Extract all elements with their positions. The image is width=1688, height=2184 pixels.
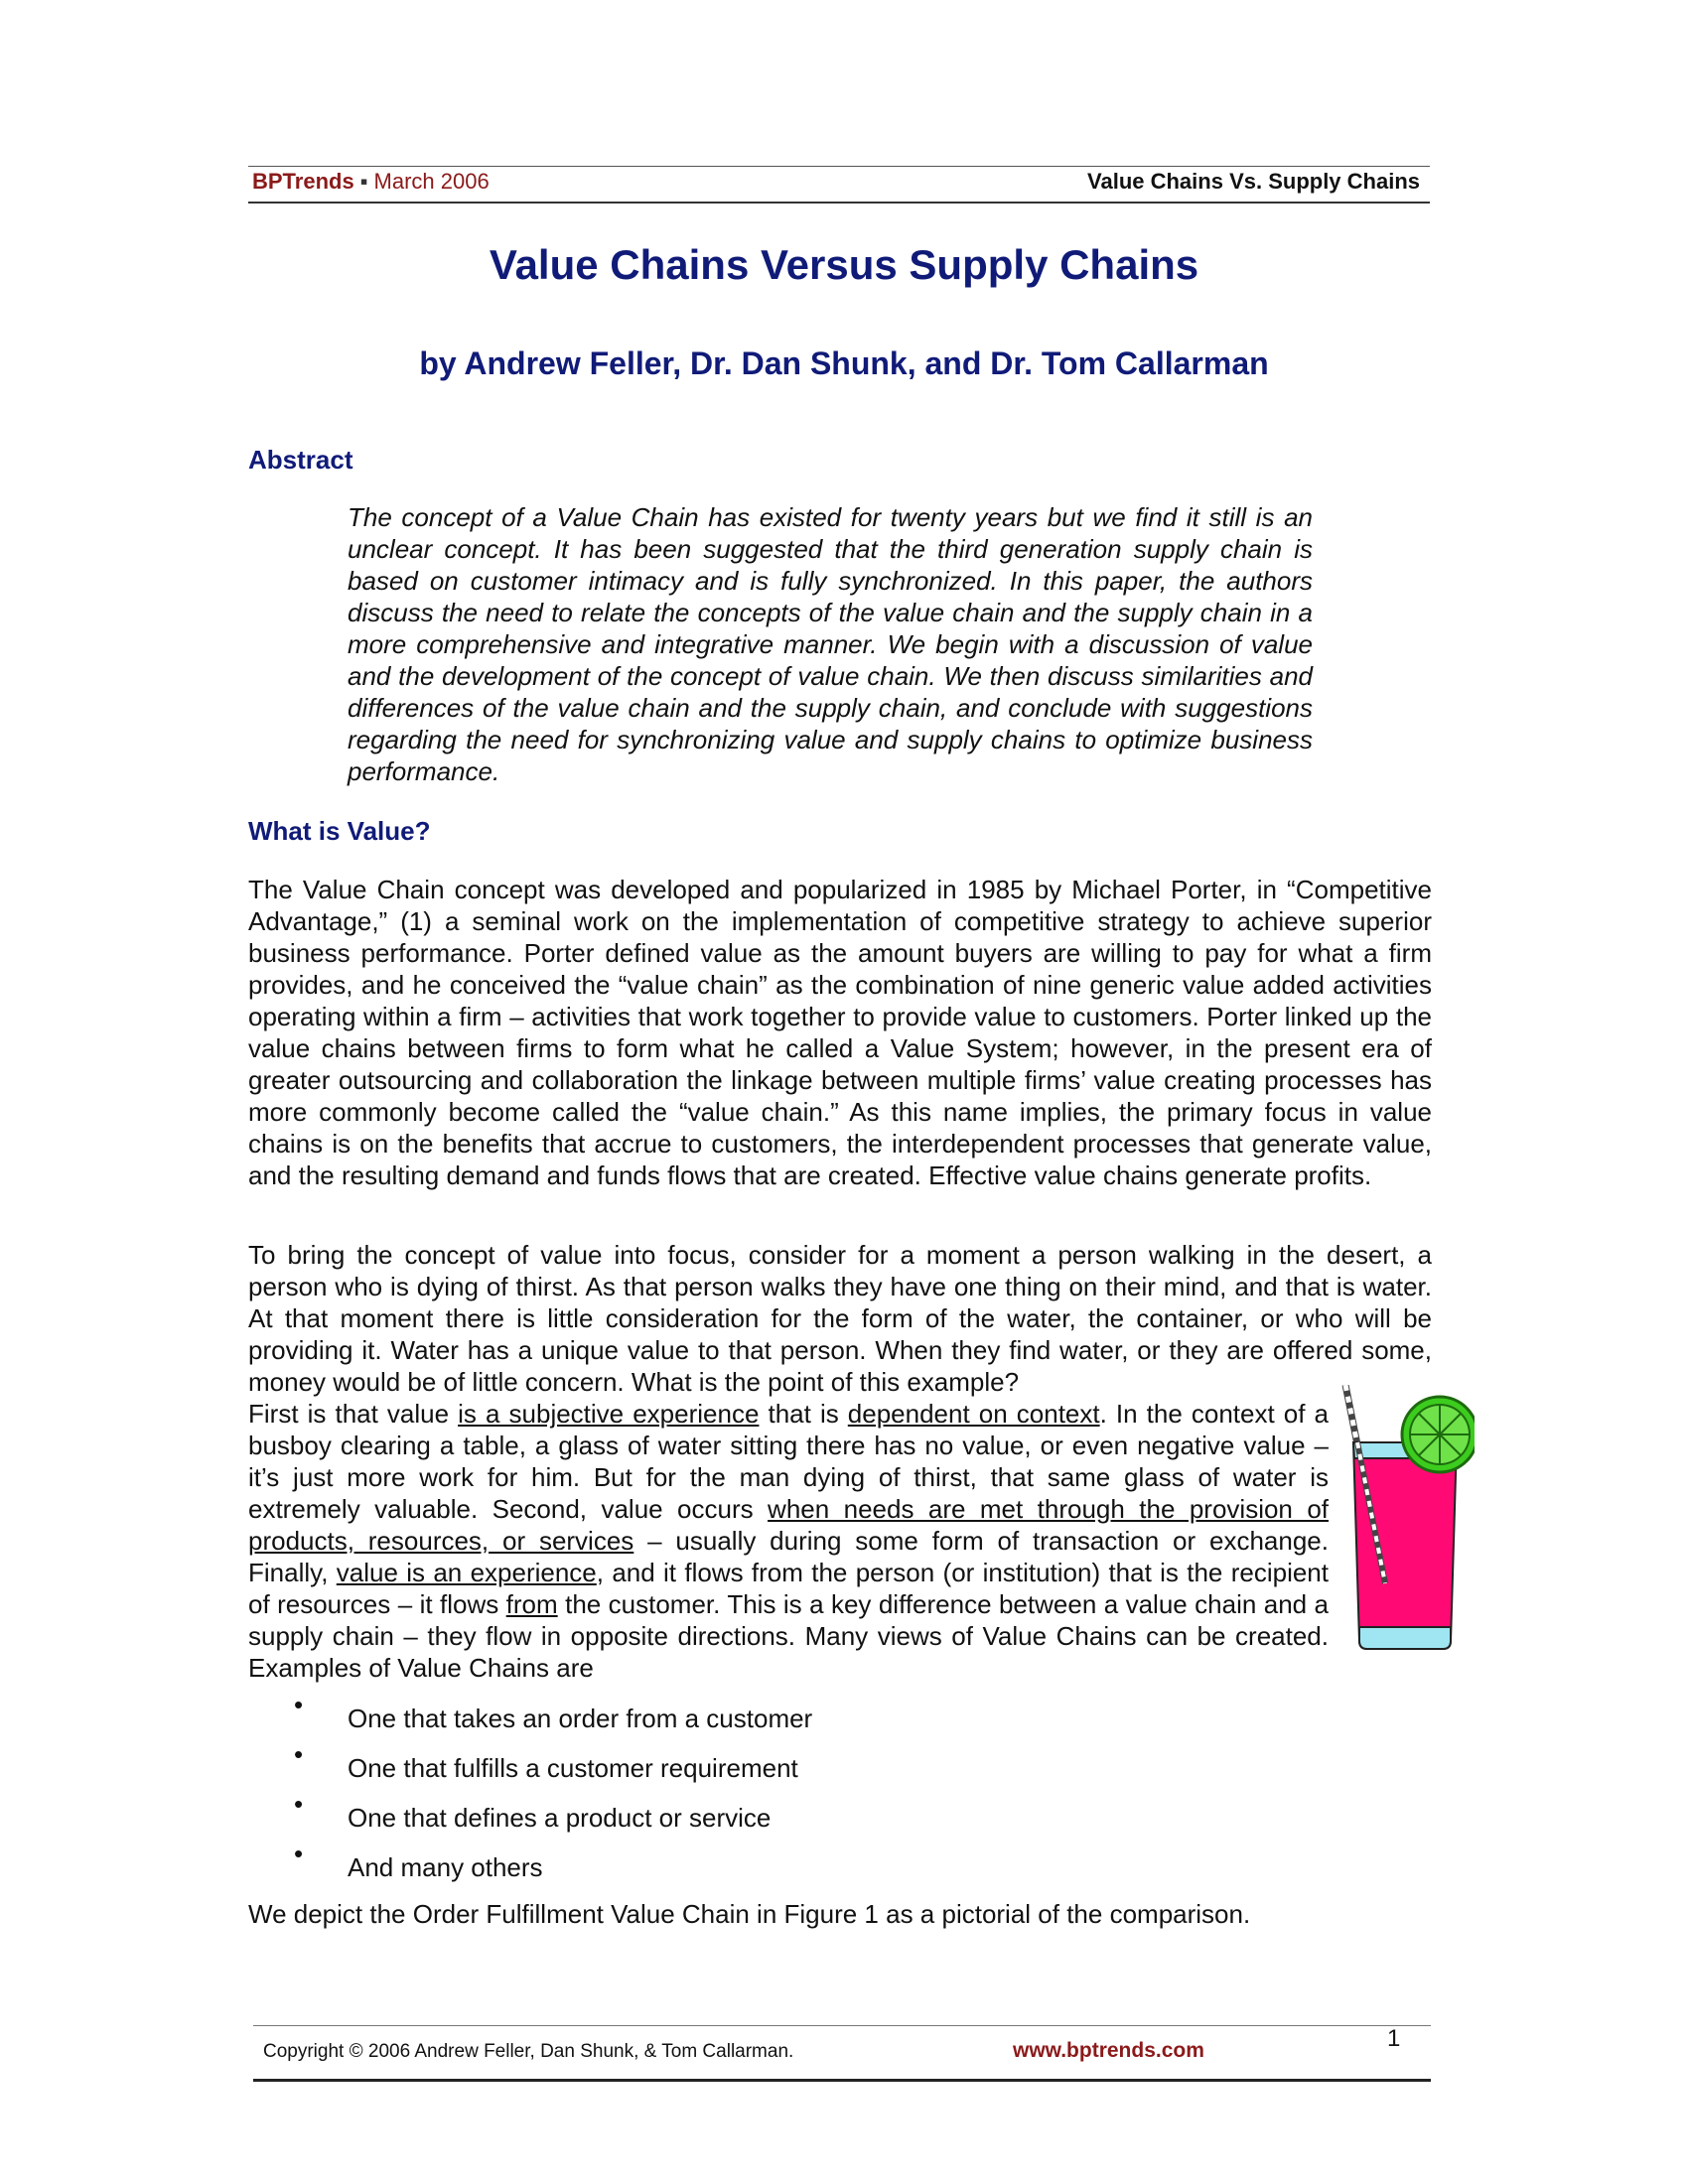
bullet-icon: •: [294, 1839, 304, 1868]
abstract-text: The concept of a Value Chain has existed for twenty years but we find it still is an unclear concept. It has been suggested that the third generation supply chain is based on customer intimacy and is fully synchronized. In this paper, the authors discuss the need to relate the concepts of the value chain and the supply chain in a more comprehensive and integrative manner. We begin with a discussion of value and the development of the concept of value chain. We then discuss similarities and differences of the value chain and the supply chain, and conclude with suggestions regarding the need for synchronizing value and supply chains to optimize business performance.: [348, 502, 1313, 786]
paragraph-porter: The Value Chain concept was developed and popularized in 1985 by Michael Porter, in “Competitive Advantage,” (1) a seminal work on the implementation of competitive strategy to achieve superior business performance. Porter defined value as the amount buyers are willing to pay for what a firm provides, and he conceived the “value chain” as the combination of nine generic value added activities operating within a firm – activities that work together to provide value to customers. Porter linked up the value chains between firms to form what he called a Value System; however, in the present era of greater outsourcing and collaboration the linkage between multiple firms’ value creating processes has more commonly become called the “value chain.” As this name implies, the primary focus in value chains is on the benefits that accrue to customers, the interdependent processes that generate value, and the resulting demand and funds flows that are created. Effective value chains generate profits.: [248, 875, 1432, 1190]
closing-sentence: We depict the Order Fulfillment Value Chain in Figure 1 as a pictorial of the comparison.: [248, 1899, 1251, 1929]
page-header: [248, 167, 1430, 206]
authors-line: by Andrew Feller, Dr. Dan Shunk, and Dr. Tom Callarman: [419, 345, 1269, 381]
footer-top-rule: [253, 2025, 1431, 2026]
list-item-text: And many others: [348, 1852, 543, 1882]
text-run: that is: [759, 1399, 848, 1429]
list-item: [268, 1690, 813, 1749]
page-number: 1: [1387, 2025, 1401, 2052]
underlined-phrase: is a subjective experience: [458, 1399, 760, 1429]
text-run: First is that value: [248, 1399, 459, 1429]
bullet-icon: •: [294, 1789, 304, 1819]
list-item: [268, 1739, 812, 1799]
header-bottom-rule: [248, 202, 1430, 204]
text-run: – usually during some form of transaction or exchange. Finally,: [248, 1526, 1329, 1587]
section-heading: What is Value?: [248, 816, 431, 846]
list-item: [268, 1839, 812, 1898]
text-run: , and it flows from the person (or institution) that is the recipient of resources – it flows: [248, 1558, 1329, 1619]
footer-copyright: Copyright © 2006 Andrew Feller, Dan Shunk, & Tom Callarman.: [263, 2041, 794, 2062]
header-top-rule: [248, 166, 1430, 167]
list-item-text: One that fulfills a customer requirement: [348, 1753, 798, 1783]
bullet-icon: •: [294, 1690, 304, 1719]
list-item-text: One that takes an order from a customer: [348, 1704, 813, 1733]
header-running-title: Value Chains Vs. Supply Chains: [1087, 169, 1420, 194]
list-item-text: One that defines a product or service: [348, 1803, 772, 1833]
abstract-heading: Abstract: [248, 445, 353, 475]
bullet-icon: •: [294, 1739, 304, 1769]
footer-website-link[interactable]: www.bptrends.com: [1013, 2039, 1204, 2062]
drink-glass-icon: [1336, 1385, 1475, 1663]
list-item: [268, 1789, 812, 1848]
header-date: March 2006: [373, 169, 490, 194]
header-separator: ▪: [359, 169, 368, 194]
page-title: Value Chains Versus Supply Chains: [489, 241, 1199, 288]
examples-list: [268, 1690, 813, 1898]
text-run: . In the context of a busboy clearing a table, a glass of water sitting there has no value, or even negative value – it’s just more work for him. But for the man dying of thirst, that same glass of water is extremely valuable. Second, value occurs: [248, 1399, 1330, 1524]
text-run: the customer. This is a key difference between a value chain and a supply chain – they flow in opposite directions. Many views of Value Chains can be created. Examples of Value Chains are: [248, 1589, 1330, 1683]
header-brand: [252, 169, 490, 195]
paragraph-desert-example: To bring the concept of value into focus, consider for a moment a person walking in the desert, a person who is dying of thirst. As that person walks they have one thing on their mind, and that is water. At that moment there is little consideration for the form of the water, the container, or who will be providing it. Water has a unique value to that person. When they find water, or they are offered some, money would be of little concern. What is the point of this example?: [248, 1240, 1432, 1397]
footer-bottom-rule: [253, 2079, 1431, 2082]
underlined-phrase: dependent on context: [847, 1399, 1100, 1429]
brand-name: BPTrends: [252, 169, 354, 194]
underlined-phrase: when needs are met through the provision of products, resources, or services: [248, 1494, 1330, 1556]
paragraph-value-points: [248, 1398, 1329, 1684]
underlined-phrase: value is an experience: [336, 1558, 597, 1587]
underlined-phrase: from: [505, 1589, 558, 1619]
